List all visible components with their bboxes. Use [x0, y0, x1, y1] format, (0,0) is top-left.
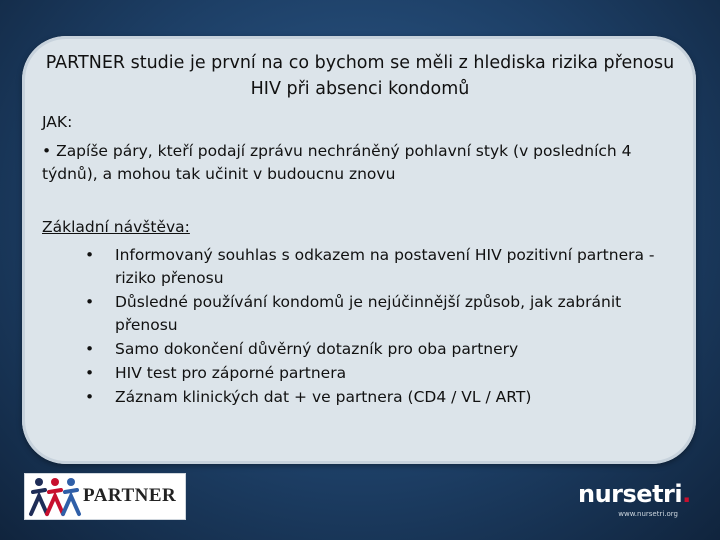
- bullet-icon: •: [85, 388, 95, 406]
- list-item: [0, 362, 720, 385]
- baseline-visit-list: [0, 244, 720, 410]
- how-label: JAK:: [42, 113, 73, 131]
- how-text: • Zapíše páry, kteří podají zprávu nechráněný pohlavní styk (v posledních 4 týdnů), a mohou tak učinit v budoucnu znovu: [42, 142, 632, 183]
- nursetri-logo: [578, 480, 691, 518]
- brand-dot: .: [682, 480, 691, 508]
- baseline-visit-label: Základní návštěva:: [42, 218, 190, 236]
- bullet-icon: •: [85, 246, 95, 264]
- slide-title: PARTNER studie je první na co bychom se měli z hlediska rizika přenosu HIV při absenci kondomů: [45, 53, 675, 99]
- list-item-text: Záznam klinických dat + ve partnera (CD4 / VL / ART): [115, 388, 532, 406]
- bullet-icon: •: [85, 364, 95, 382]
- list-item-text: Důsledné používání kondomů je nejúčinnější způsob, jak zabránit přenosu: [115, 293, 622, 334]
- partner-figures-icon: [27, 474, 83, 519]
- list-item: [0, 291, 720, 337]
- list-item: [0, 244, 720, 290]
- bullet-icon: •: [85, 293, 95, 311]
- partner-logo: [24, 473, 186, 520]
- list-item-text: HIV test pro záporné partnera: [115, 364, 347, 382]
- list-item: [0, 338, 720, 361]
- brand-name: nursetri: [578, 480, 683, 508]
- bullet-icon: •: [85, 340, 95, 358]
- partner-logo-text: PARTNER: [83, 485, 177, 506]
- list-item: [0, 386, 720, 409]
- list-item-text: Informovaný souhlas s odkazem na postavení HIV pozitivní partnera - riziko přenosu: [115, 246, 655, 287]
- brand-url: www.nursetri.org: [618, 510, 678, 518]
- list-item-text: Samo dokončení důvěrný dotazník pro oba partnery: [115, 340, 519, 358]
